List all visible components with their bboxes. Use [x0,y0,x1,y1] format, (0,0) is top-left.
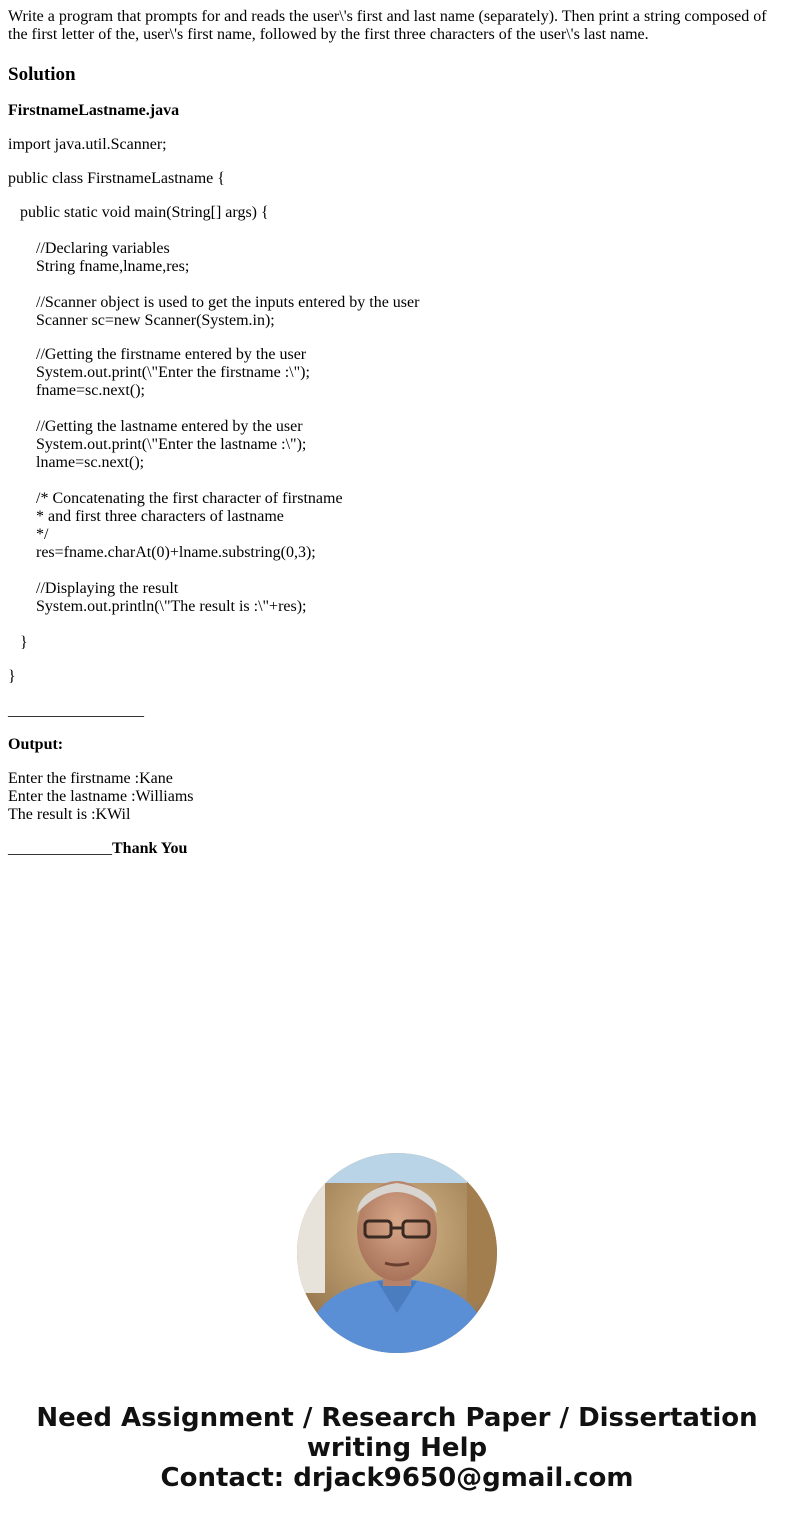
thanks-line [8,840,784,858]
code-class-open: public class FirstnameLastname { [8,170,225,187]
output-line: Enter the firstname :Kane [8,770,173,787]
code-comment: */ [36,526,49,543]
footer-email: Contact: drjack9650@gmail.com [160,1463,634,1493]
code-block-scanner [8,294,784,330]
code-comment: //Scanner object is used to get the inputs entered by the user [36,294,420,311]
separator: _________________ [8,702,144,719]
code-line: lname=sc.next(); [36,454,145,471]
thanks-text: Thank You [112,840,188,857]
code-line: Scanner sc=new Scanner(System.in); [36,312,275,329]
footer-contact [0,1403,794,1493]
footer-line-1: Need Assignment / Research Paper / Dissertation [36,1403,758,1433]
file-title: FirstnameLastname.java [8,102,180,119]
code-class-close: } [8,668,16,685]
code-block-concat [8,490,784,562]
code-comment: /* Concatenating the first character of firstname [36,490,343,507]
code-line: System.out.println(\"The result is :\"+res); [36,598,307,615]
code-main-open: public static void main(String[] args) { [20,204,269,221]
code-line: System.out.print(\"Enter the firstname :\"); [36,364,310,381]
thanks-underline: _____________ [8,840,112,857]
solution-heading: Solution [8,64,76,85]
footer-line-2: writing Help [306,1433,488,1463]
output-line: Enter the lastname :Williams [8,788,194,805]
code-line: String fname,lname,res; [36,258,190,275]
code-line: System.out.print(\"Enter the lastname :\"); [36,436,307,453]
code-main-close: } [20,634,28,651]
code-block-declare [8,240,784,276]
author-photo-icon [297,1153,497,1353]
code-line: fname=sc.next(); [36,382,145,399]
code-comment: //Declaring variables [36,240,170,257]
code-comment: //Getting the firstname entered by the user [36,346,307,363]
code-block-firstname [8,346,784,400]
code-block-lastname [8,418,784,472]
code-comment: //Getting the lastname entered by the user [36,418,303,435]
code-comment: * and first three characters of lastname [36,508,284,525]
code-line: res=fname.charAt(0)+lname.substring(0,3); [36,544,316,561]
author-avatar [297,1153,497,1353]
output-heading: Output: [8,736,64,753]
code-comment: //Displaying the result [36,580,179,597]
code-import: import java.util.Scanner; [8,136,167,153]
document-body [8,8,784,858]
output-block [8,770,784,824]
code-block-display [8,580,784,616]
output-line: The result is :KWil [8,806,131,823]
question-text: Write a program that prompts for and reads the user\'s first and last name (separately). Then print a string composed of the first letter of the, user\'s first name, followed by the first three characters of the user\'s last name. [8,8,767,43]
